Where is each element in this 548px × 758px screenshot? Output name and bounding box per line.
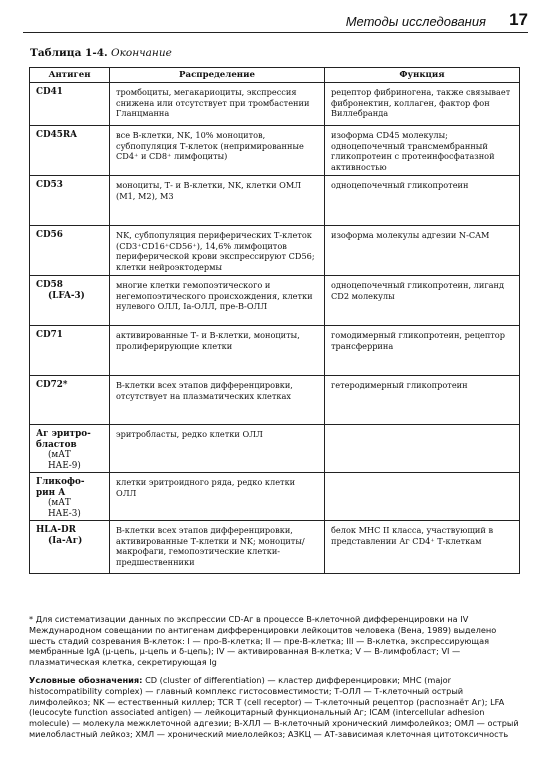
column-header-function: Функция bbox=[325, 68, 520, 83]
cell-antigen bbox=[30, 176, 110, 226]
cell-antigen bbox=[30, 226, 110, 276]
column-header-distribution: Распределение bbox=[110, 68, 325, 83]
cell-distribution: активированные Т- и В-клетки, моноциты, пролиферирующие клетки bbox=[110, 326, 325, 376]
cell-distribution: тромбоциты, мегакариоциты, экспрессия снижена или отсутствует при тромбастении Гланцманна bbox=[110, 83, 325, 126]
antigen-subname: (мАТ НАЕ-9) bbox=[48, 450, 81, 471]
antigen-name: CD72* bbox=[36, 380, 68, 390]
table-caption bbox=[30, 47, 172, 59]
table-row bbox=[30, 376, 520, 425]
antigen-subname: (мАТ НАЕ-3) bbox=[48, 498, 81, 519]
page-header bbox=[23, 10, 528, 32]
cell-distribution: клетки эритроидного ряда, редко клетки ОЛЛ bbox=[110, 473, 325, 521]
section-title: Методы исследования bbox=[345, 14, 486, 29]
cell-function: белок MHC II класса, участвующий в представлении Аг CD4⁺ Т-клеткам bbox=[325, 521, 520, 574]
cell-distribution: многие клетки гемопоэтического и негемопоэтического происхождения, клетки нулевого ОЛЛ, Ia-ОЛЛ, пре-В-ОЛЛ bbox=[110, 276, 325, 326]
cell-function: изоформа CD45 молекулы; одноцепочечный трансмембранный гликопротеин с протеинфосфатазной активностью bbox=[325, 126, 520, 176]
antigen-name: HLA-DR bbox=[36, 525, 76, 535]
antigen-name: CD53 bbox=[36, 180, 63, 190]
page-number: 17 bbox=[509, 10, 528, 29]
cell-function: изоформа молекулы адгезии N-CAM bbox=[325, 226, 520, 276]
table-header-row bbox=[30, 68, 520, 83]
table-row bbox=[30, 126, 520, 176]
cell-function: одноцепочечный гликопротеин, лиганд CD2 молекулы bbox=[325, 276, 520, 326]
table-row bbox=[30, 83, 520, 126]
cell-antigen bbox=[30, 376, 110, 425]
cell-distribution: все В-клетки, NK, 10% моноцитов, субпопуляция Т-клеток (непримированные CD4⁺ и CD8⁺ лимфоциты) bbox=[110, 126, 325, 176]
cell-antigen bbox=[30, 276, 110, 326]
caption-suffix: Окончание bbox=[111, 47, 172, 59]
cell-distribution: В-клетки всех этапов дифференцировки, активированные Т-клетки и NK; моноциты/макрофаги, гемопоэтические клетки-предшественники bbox=[110, 521, 325, 574]
antigen-name: CD56 bbox=[36, 230, 63, 240]
table-row bbox=[30, 326, 520, 376]
table-body bbox=[30, 83, 520, 574]
footnote bbox=[29, 614, 524, 668]
cell-antigen bbox=[30, 473, 110, 521]
cell-antigen bbox=[30, 521, 110, 574]
cell-antigen bbox=[30, 425, 110, 473]
cell-function: одноцепочечный гликопротеин bbox=[325, 176, 520, 226]
column-header-antigen: Антиген bbox=[30, 68, 110, 83]
table-row bbox=[30, 425, 520, 473]
table-row bbox=[30, 276, 520, 326]
legend-label: Условные обозначения: bbox=[29, 675, 143, 685]
cell-function: рецептор фибриногена, также связывает фибронектин, коллаген, фактор фон Виллебранда bbox=[325, 83, 520, 126]
antigen-name: CD45RA bbox=[36, 130, 78, 140]
cell-antigen bbox=[30, 83, 110, 126]
table-row bbox=[30, 226, 520, 276]
cell-antigen bbox=[30, 126, 110, 176]
legend bbox=[29, 675, 524, 740]
antigen-name: CD58 bbox=[36, 280, 63, 290]
cell-distribution: моноциты, Т- и В-клетки, NK, клетки ОМЛ (M1, M2), M3 bbox=[110, 176, 325, 226]
table-row bbox=[30, 473, 520, 521]
legend-text: CD (cluster of differentiation) — кластер дифференцировки; MHC (major histocompatibility complex) — главный комплекс гистосовместимости; Т-ОЛЛ — Т-клеточный острый лимфолейкоз; NK — естественный киллер; TCR T (cell receptor) — Т-клеточный рецептор (распознаёт Аг); LFA (leucocyte function associated antigen) — лейкоцитарный функциональный Аг; ICAM (intercellular adhesion molecule) — молекула межклеточной адгезии; В-ХЛЛ — В-клеточный хронический лимфолейкоз; ОМЛ — острый миелобластный лейкоз; ХМЛ — хронический миелолейкоз; АЗКЦ — АТ-зависимая клеточная цитотоксичность bbox=[29, 675, 519, 739]
antigen-subname: (Ia-Аг) bbox=[48, 535, 83, 546]
cell-distribution: В-клетки всех этапов дифференцировки, отсутствует на плазматических клетках bbox=[110, 376, 325, 425]
cell-function bbox=[325, 473, 520, 521]
header-rule bbox=[23, 32, 528, 33]
antigen-name: CD71 bbox=[36, 330, 63, 340]
cell-distribution: NK, субпопуляция периферических Т-клеток (CD3⁺CD16⁺CD56⁺), 14,6% лимфоцитов периферической крови экспрессируют CD56; клетки нейроэктодермы bbox=[110, 226, 325, 276]
table-row bbox=[30, 521, 520, 574]
cell-distribution: эритробласты, редко клетки ОЛЛ bbox=[110, 425, 325, 473]
antigen-subname: (LFA-3) bbox=[48, 290, 85, 301]
cell-antigen bbox=[30, 326, 110, 376]
antigen-name: CD41 bbox=[36, 87, 63, 97]
antigen-table bbox=[29, 67, 520, 574]
table-row bbox=[30, 176, 520, 226]
antigen-name: Аг эритро- бластов bbox=[36, 429, 91, 450]
antigen-name: Гликофо- рин А bbox=[36, 477, 85, 498]
cell-function bbox=[325, 425, 520, 473]
cell-function: гомодимерный гликопротеин, рецептор трансферрина bbox=[325, 326, 520, 376]
cell-function: гетеродимерный гликопротеин bbox=[325, 376, 520, 425]
caption-label: Таблица 1-4. bbox=[30, 47, 108, 59]
footnote-text: * Для систематизации данных по экспрессии CD-Аг в процессе В-клеточной дифференцировки на IV Международном совещании по антигенам дифференцировки лейкоцитов человека (Вена, 1989) выделено шесть стадий созревания В-клеток: I — про-В-клетка; II — пре-В-клетка; III — В-клетка, экспрессирующая мембранные IgA (μ-цепь, μ-цепь и δ-цепь); IV — активированная В-клетка; V — В-лимфобласт; VI — плазматическая клетка, секретирующая Ig bbox=[29, 614, 497, 668]
